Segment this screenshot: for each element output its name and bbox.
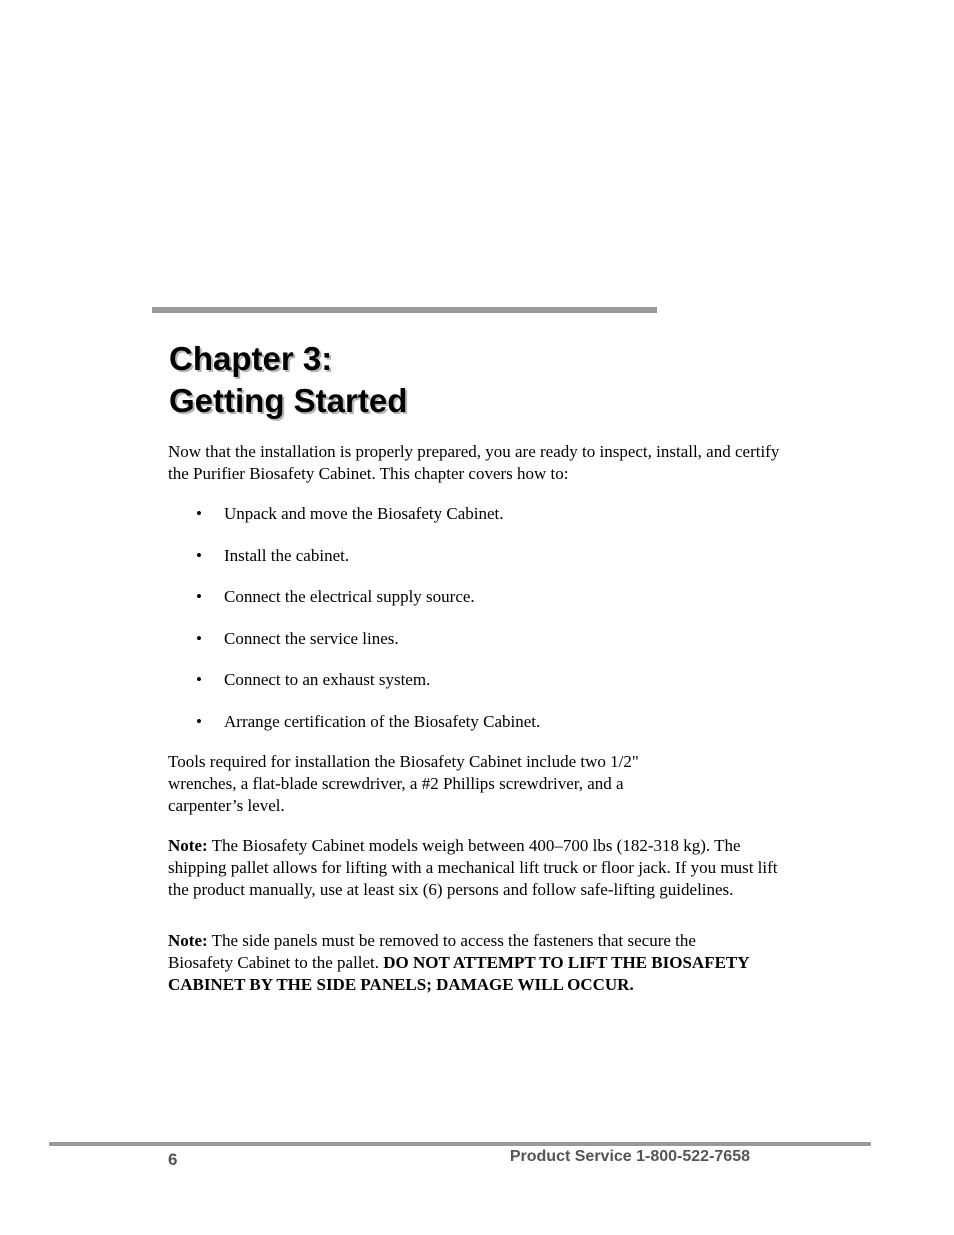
list-item: • Connect the electrical supply source. [196, 587, 475, 607]
footer-rule [49, 1142, 871, 1146]
list-item: • Install the cabinet. [196, 545, 350, 565]
note-label: Note: [168, 836, 208, 855]
bullet-icon: • [196, 504, 202, 523]
page-number: 6 [168, 1150, 178, 1169]
bullet-icon: • [196, 670, 202, 690]
bullet-icon: • [196, 711, 202, 731]
note-text: The side panels must be removed to access the fasteners that secure the Biosafety Cabinet to the pallet. [168, 931, 696, 972]
warning-text: DO NOT ATTEMPT TO LIFT THE BIOSAFETY CABINET BY THE SIDE PANELS; DAMAGE WILL OCCUR. [168, 953, 749, 994]
chapter-number: Chapter 3: [169, 340, 333, 377]
list-item: • Connect the service lines. [196, 628, 399, 648]
chapter-title [169, 338, 407, 422]
list-item: • Connect to an exhaust system. [196, 670, 431, 690]
list-item: • Unpack and move the Biosafety Cabinet. [196, 504, 504, 523]
weight-note [168, 835, 783, 901]
note-text: The Biosafety Cabinet models weigh between 400–700 lbs (182-318 kg). The shipping pallet allows for lifting with a mechanical lift truck or floor jack. If you must lift the product manually, use at least six (6) persons and follow safe-lifting guidelines. [168, 836, 778, 899]
bullet-icon: • [196, 628, 202, 648]
tools-paragraph: Tools required for installation the Biosafety Cabinet include two 1/2" wrenches, a flat-blade screwdriver, a #2 Phillips screwdriver, and a carpenter’s level. [168, 752, 639, 815]
bullet-icon: • [196, 587, 202, 607]
chapter-name: Getting Started [169, 382, 408, 419]
footer-service-phone: Product Service 1-800-522-7658 [509, 1148, 750, 1165]
side-panel-note [168, 930, 758, 996]
task-list [196, 503, 540, 753]
list-item: • Arrange certification of the Biosafety Cabinet. [196, 711, 541, 731]
intro-paragraph: Now that the installation is properly prepared, you are ready to inspect, install, and certify the Purifier Biosafety Cabinet. This chapter covers how to: [168, 442, 780, 483]
chapter-top-rule [152, 307, 657, 313]
note-label: Note: [168, 931, 208, 950]
bullet-icon: • [196, 545, 202, 565]
